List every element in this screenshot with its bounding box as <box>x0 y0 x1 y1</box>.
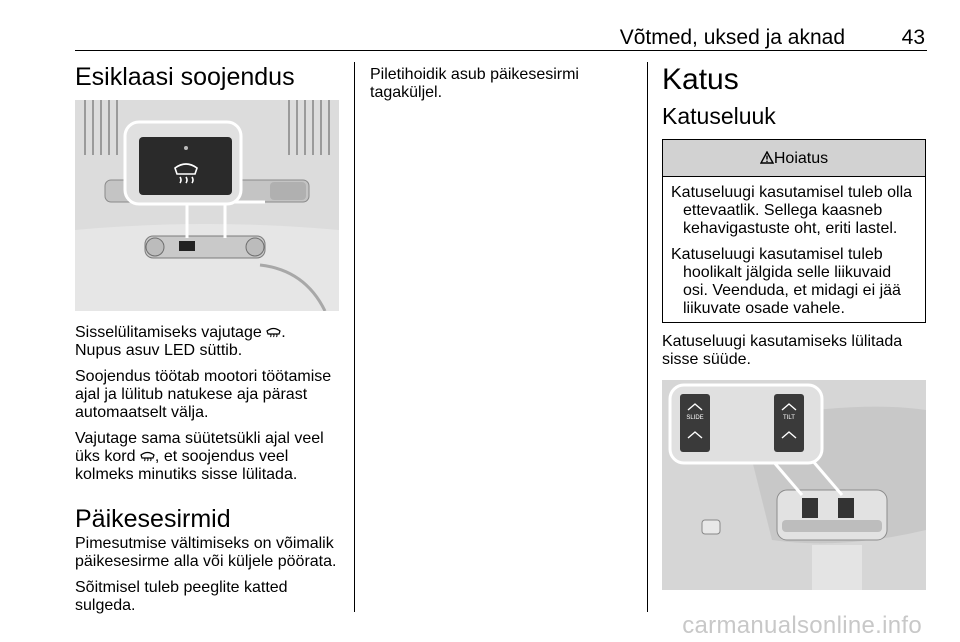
windscreen-heater-icon <box>140 450 155 462</box>
warning-box <box>662 139 926 323</box>
tilt-label: TILT <box>783 415 795 421</box>
column-divider <box>647 62 648 612</box>
windscreen-heater-icon <box>266 326 281 338</box>
text-run: Vajutage sama süütetsükli ajal veel üks kord <box>75 430 324 465</box>
page-number: 43 <box>901 26 925 49</box>
windscreen-heater-illustration <box>75 100 339 311</box>
column-3 <box>662 62 927 130</box>
page-header <box>75 26 927 52</box>
column-divider <box>354 62 355 612</box>
paragraph: Piletihoidik asub päikesesirmi tagaküljel. <box>370 66 579 101</box>
warning-body <box>663 177 925 318</box>
running-title: Võtmed, uksed ja aknad <box>619 26 845 49</box>
section-heading: Päikesesirmid <box>75 505 231 533</box>
paragraph <box>75 324 345 360</box>
sunroof-switch-illustration <box>662 380 926 590</box>
section-heading: Esiklaasi soojendus <box>75 63 295 91</box>
paragraph: Pimesutmise vältimiseks on võimalik päikesesirme alla või küljele pöörata. <box>75 535 337 570</box>
text-run: , et soojendus veel kolmeks minutiks sisse lülitada. <box>75 448 298 483</box>
paragraph <box>75 430 345 484</box>
column-3-text <box>662 333 927 369</box>
warning-triangle-icon <box>760 151 774 164</box>
paragraph: Soojendus töötab mootori töötamise ajal ja lülitub natukese aja pärast automaatselt välja. <box>75 368 332 421</box>
section-heading: Katus <box>662 63 739 96</box>
text-run: . <box>281 324 286 341</box>
header-rule <box>75 50 927 51</box>
subsection-heading: Katuseluuk <box>662 103 776 129</box>
slide-label: SLIDE <box>686 415 704 421</box>
column-1-text <box>75 324 345 615</box>
warning-paragraph: Katuseluugi kasutamisel tuleb olla ettevaatlik. Sellega kaasneb kehavigastuste oht, eriti lastel. <box>671 184 913 237</box>
text-run: Nupus asuv LED süttib. <box>75 342 243 359</box>
warning-paragraph: Katuseluugi kasutamisel tuleb hoolikalt jälgida selle liikuvaid osi. Veenduda, et midagi ei jää liikuvate osade vahele. <box>671 246 901 317</box>
warning-header <box>663 140 925 177</box>
column-1 <box>75 62 340 92</box>
paragraph: Katuseluugi kasutamiseks lülitada sisse süüde. <box>662 333 903 368</box>
text-run: Sisselülitamiseks vajutage <box>75 324 262 341</box>
warning-title: Hoiatus <box>773 150 829 167</box>
watermark: carmanualsonline.info <box>682 612 922 639</box>
paragraph: Sõitmisel tuleb peeglite katted sulgeda. <box>75 579 288 614</box>
column-2 <box>370 66 632 102</box>
